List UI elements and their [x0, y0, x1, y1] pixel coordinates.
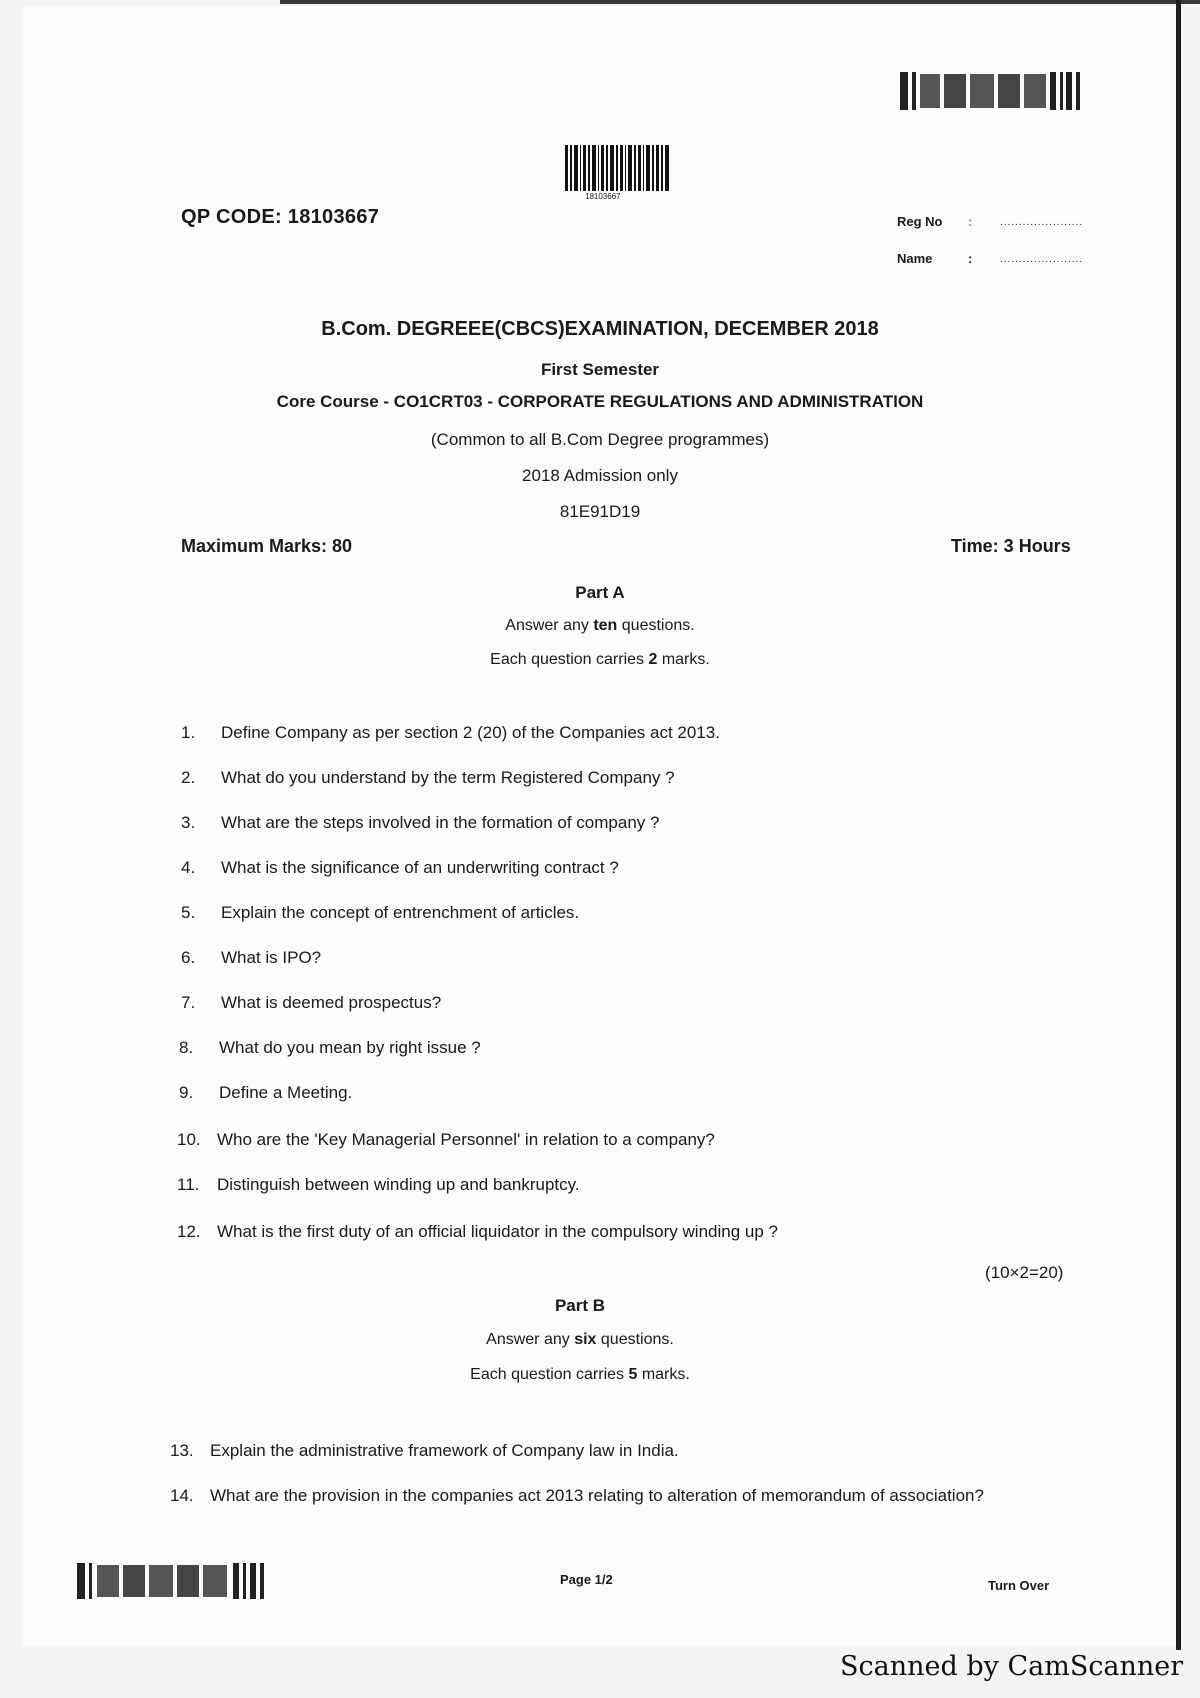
barcode-bottom-left [77, 1563, 267, 1599]
question-13: 13. Explain the administrative framework of Company law in India. [170, 1441, 679, 1460]
scanner-watermark: Scanned by CamScanner [840, 1651, 1184, 1682]
question-10: 10. Who are the 'Key Managerial Personnel' in relation to a company? [177, 1130, 715, 1149]
question-4: 4. What is the significance of an underwriting contract ? [181, 858, 619, 877]
admission-note: 2018 Admission only [522, 466, 678, 485]
question-6: 6. What is IPO? [181, 948, 322, 967]
semester: First Semester [540, 360, 660, 379]
question-11: 11. Distinguish between winding up and bankruptcy. [177, 1175, 580, 1194]
question-8: 8. What do you mean by right issue ? [179, 1038, 481, 1057]
scan-edge-top [280, 0, 1200, 4]
part-b-marks-note: Each question carries 5 marks. [470, 1366, 690, 1383]
exam-title: B.Com. DEGREEE(CBCS)EXAMINATION, DECEMBER 2018 [321, 318, 879, 340]
common-note: (Common to all B.Com Degree programmes) [430, 430, 770, 449]
barcode-center [565, 145, 671, 191]
paper-code: 81E91D19 [559, 502, 641, 521]
question-1: 1. Define Company as per section 2 (20) of the Companies act 2013. [181, 723, 720, 742]
reg-no-blank: ...................... [1000, 217, 1084, 228]
part-b-instruction: Answer any six questions. [486, 1331, 674, 1348]
scan-edge-right [1176, 0, 1181, 1650]
reg-no-colon: : [968, 214, 973, 229]
question-9: 9. Define a Meeting. [179, 1083, 353, 1102]
part-b-heading: Part B [554, 1296, 606, 1315]
name-label: Name [897, 251, 933, 266]
time-allowed: Time: 3 Hours [951, 536, 1071, 556]
question-7: 7. What is deemed prospectus? [181, 993, 442, 1012]
part-a-instruction: Answer any ten questions. [505, 617, 695, 634]
barcode-top-right [900, 72, 1085, 110]
turn-over-note: Turn Over [988, 1578, 1050, 1593]
question-5: 5. Explain the concept of entrenchment of articles. [181, 903, 580, 922]
page-number: Page 1/2 [560, 1572, 613, 1587]
name-colon: : [968, 251, 973, 266]
barcode-number: 18103667 [585, 192, 621, 201]
question-14: 14. What are the provision in the companies act 2013 relating to alteration of memorandum of association? [170, 1486, 984, 1505]
course-title: Core Course - CO1CRT03 - CORPORATE REGULATIONS AND ADMINISTRATION [276, 392, 924, 411]
reg-no-label: Reg No [897, 214, 943, 229]
name-blank: ...................... [1000, 254, 1084, 265]
qp-code: QP CODE: 18103667 [181, 206, 380, 228]
part-a-total-marks: (10×2=20) [985, 1263, 1064, 1282]
question-12: 12. What is the first duty of an official liquidator in the compulsory winding up ? [177, 1222, 778, 1241]
max-marks: Maximum Marks: 80 [181, 536, 353, 556]
question-2: 2. What do you understand by the term Registered Company ? [181, 768, 675, 787]
question-3: 3. What are the steps involved in the formation of company ? [181, 813, 660, 832]
part-a-marks-note: Each question carries 2 marks. [490, 651, 710, 668]
part-a-heading: Part A [575, 583, 625, 602]
